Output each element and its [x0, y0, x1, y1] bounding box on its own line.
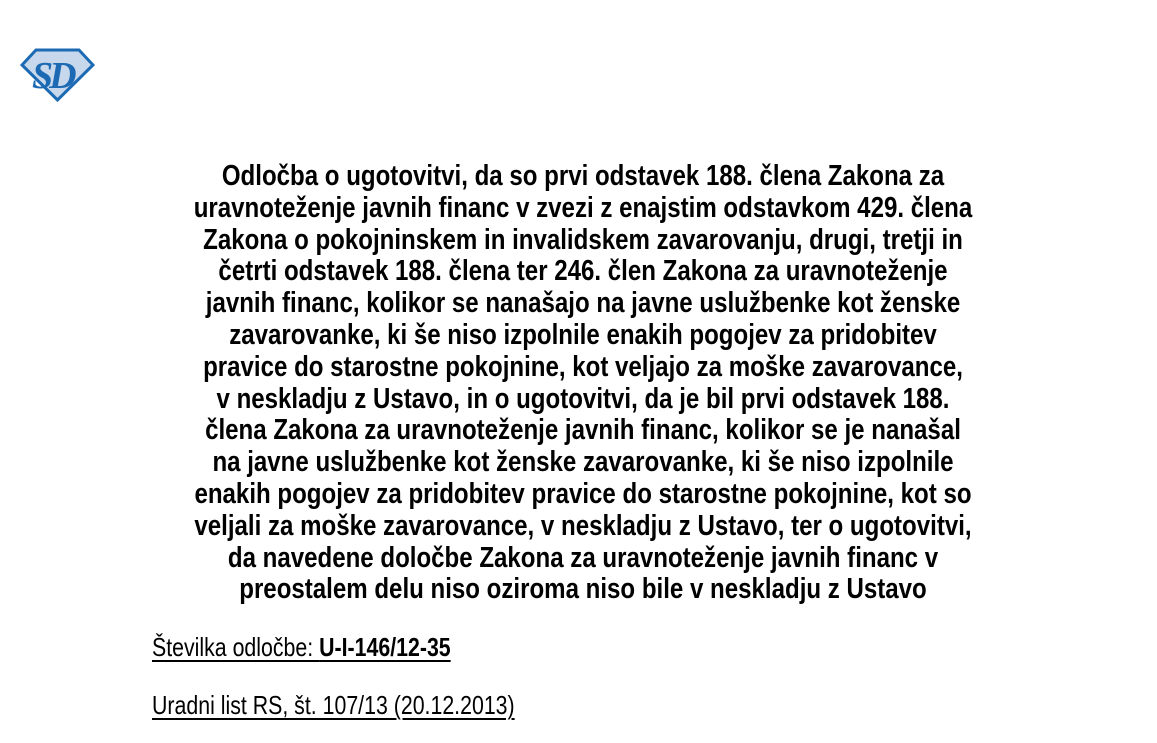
title-line: na javne uslužbenke kot ženske zavarovanke, ki še niso izpolnile [212, 446, 954, 479]
title-line: Zakona o pokojninskem in invalidskem zavarovanju, drugi, tretji in [203, 223, 963, 256]
official-gazette-line [152, 690, 515, 720]
title-line: pravice do starostne pokojnine, kot veljajo za moške zavarovance, [203, 350, 963, 383]
sd-logo [20, 48, 95, 102]
decision-number-label: Številka odločbe: [152, 632, 320, 662]
title-line: da navedene določbe Zakona za uravnoteženje javnih financ v [227, 541, 939, 574]
title-line: uravnoteženje javnih financ v zvezi z enajstim odstavkom 429. člena [193, 191, 973, 224]
sd-logo-letters: SD [32, 55, 73, 97]
decision-number-line [152, 632, 451, 662]
title-line: člena Zakona za uravnoteženje javnih financ, kolikor se je nanašal [205, 414, 961, 447]
title-line: javnih financ, kolikor se nanašajo na javne uslužbenke kot ženske [205, 287, 961, 320]
title-line: enakih pogojev za pridobitev pravice do starostne pokojnine, kot so [194, 477, 972, 510]
title-line: zavarovanke, ki še niso izpolnile enakih pogojev za pridobitev [229, 318, 937, 351]
title-line: četrti odstavek 188. člena ter 246. člen Zakona za uravnoteženje [218, 255, 948, 288]
title-line: preostalem delu niso oziroma niso bile v neskladju z Ustavo [239, 573, 927, 606]
sd-shield-icon [20, 48, 95, 102]
title-line: Odločba o ugotovitvi, da so prvi odstavek 188. člena Zakona za [221, 160, 945, 192]
title-line: v neskladju z Ustavo, in o ugotovitvi, da je bil prvi odstavek 188. [216, 382, 950, 415]
decision-title [110, 161, 1056, 606]
decision-number-value: U-I-146/12-35 [319, 632, 451, 662]
official-gazette-text: Uradni list RS, št. 107/13 (20.12.2013) [152, 690, 515, 720]
title-line: veljali za moške zavarovance, v neskladju z Ustavo, ter o ugotovitvi, [194, 509, 972, 542]
